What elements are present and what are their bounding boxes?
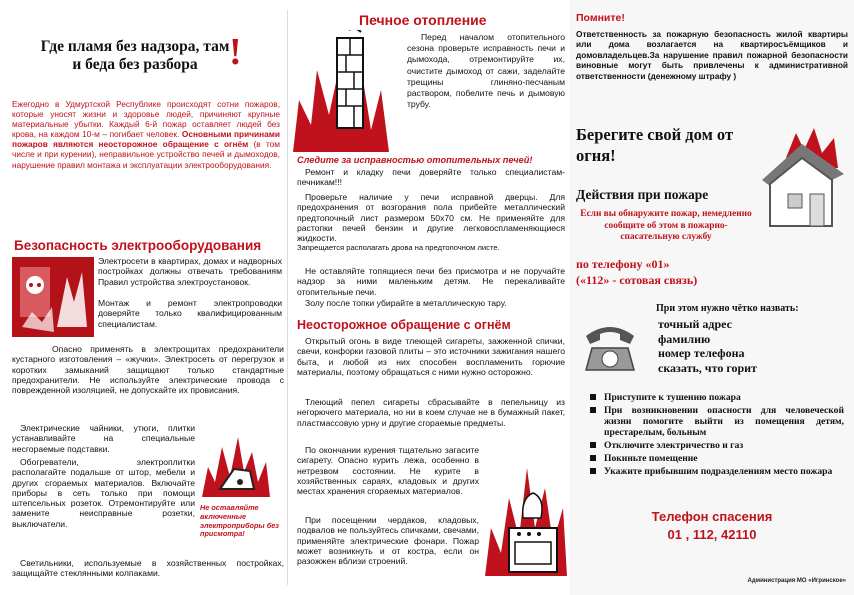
careless-heading: Неосторожное обращение с огнём [297, 318, 511, 332]
iron-fire-icon [200, 427, 272, 501]
column-stove-and-fire [287, 0, 570, 595]
stove-chimney-fire-icon [289, 30, 407, 156]
rescue-label: Телефон спасения [651, 509, 773, 524]
stove-p3: Проверьте наличие у печи исправной дверцы. Для предохранения от возгорания пола прибейте металлический предтопочный лист размером 50х70 см. Не применяйте для растопки печей бензин и другие легковоспламеняющиеся жидкости. [297, 192, 565, 244]
electric-p5: Обогреватели, электроплитки располагайте подальше от штор, мебели и других сгораемых материалов. Включайте приборы в сеть только при помощи штепсельных розеток. Отремонтируйте или замените неисправные розетки, выключатели. [12, 457, 195, 529]
careless-p2: Тлеющий пепел сигареты сбрасывайте в пепельницу из негорючего материала, но ни в коем случае не в бумажный пакет, пластмассовую урну и другие сгораемые предметы. [297, 397, 565, 428]
electric-p2: Монтаж и ремонт электропроводки доверяйте только квалифицированным специалистам. [98, 298, 282, 329]
steps-list [588, 392, 844, 479]
main-title: Где пламя без надзора, там и беда без разбора [40, 38, 230, 73]
step-help-evacuate: При возникновении опасности для человеческой жизни помогите выйти из помещения детям, престарелым, больным [588, 405, 844, 438]
electric-p6: Светильники, используемые в хозяйственных постройках, защищайте стеклянными колпаками. [12, 558, 284, 579]
electric-p1: Электросети в квартирах, домах и надворных постройках должны отвечать требованиям Правил устройства электроустановок. [98, 256, 282, 287]
footer-credit: Администрация МО «Игринское» [747, 578, 846, 584]
call-item-phone: номер телефона [658, 346, 745, 360]
stove-p5: Золу после топки убирайте в металлическую тару. [305, 298, 507, 308]
telephone-icon [580, 318, 640, 374]
actions-text: Если вы обнаружите пожар, немедленно сообщите об этом в пожарно-спасательную службу [580, 209, 752, 242]
call-item-what: сказать, что горит [658, 360, 757, 375]
intro-paragraph: Ежегодно в Удмуртской Республике происходят сотни пожаров, которые уносят жизни и здоровье людей, причиняют крупные материальные убытки. Каждый 6-й пожар оставляет людей без крова, на каждом 10-м – погибает человек. Основными причинами пожаров являются неосторожное обращение с огнём (в том числе и при курении), неправильное устройство печей и дымоходов, нарушение правил монтажа и эксплуатации электрооборудования. [12, 99, 280, 170]
socket-fire-icon [12, 257, 94, 337]
stove-subheading: Следите за исправностью отопительных печей! [297, 155, 533, 165]
phone-line-1: по телефону «01» [576, 257, 670, 271]
step-leave: Покиньте помещение [588, 453, 844, 464]
actions-heading: Действия при пожаре [576, 187, 709, 202]
remember-text: Ответственность за пожарную безопасность жилой квартиры или дома возлагается на квартиросъёмщиков и домовладельцев.За нарушение правил пожарной безопасности виновные могут быть привлечены к административной ответственности (денежному штрафу ) [576, 29, 848, 81]
column-actions [570, 0, 854, 595]
rescue-numbers: 01 , 112, 42110 [667, 527, 757, 542]
electric-p3: Опасно применять в электрощитах предохранители кустарного изготовления – «жучки». Электросеть от перегрузок и коротких замыканий защищают только стандартные предохранители. Не используйте электрические провода с поврежденной изоляцией, не допускайте их провисания. [12, 344, 284, 396]
careless-p3: По окончании курения тщательно загасите сигарету. Опасно курить лежа, особенно в нетрезвом состоянии. Не курите в хозяйственных сараях, кладовых и других местах хранения сгораемых материалов. [297, 445, 479, 497]
protect-title: Берегите свой дом от огня! [576, 125, 734, 165]
stove-heading: Печное отопление [359, 12, 487, 28]
phone-line-2: («112» - сотовая связь) [576, 273, 698, 287]
electric-heading: Безопасность электрооборудования [14, 238, 262, 253]
careless-p1: Открытый огонь в виде тлеющей сигареты, зажженной спички, свечи, конфорки газовой плиты – это источники зажигания нашего быта, и любой из них способен воспламенить горючие материалы, поэтому обращаться с ними нужно осторожно. [297, 336, 565, 377]
warn-caption: Не оставляйте включенные электроприборы без присмотра! [200, 503, 279, 539]
step-show-place: Укажите прибывшим подразделениям место пожара [588, 466, 844, 477]
careless-p4: При посещении чердаков, кладовых, подвалов не пользуйтесь спичками, свечами, применяйте электрические фонари. Пожар может возникнуть и от костра, если он разожжен вблизи строений. [297, 515, 479, 567]
call-item-surname: фамилию [658, 331, 711, 346]
exclamation-mark: ! [229, 31, 242, 73]
stove-p3-small: Запрещается располагать дрова на предтопочном листе. [297, 243, 500, 252]
column-fire-causes [0, 0, 287, 595]
call-intro: При этом нужно чётко назвать: [656, 303, 799, 314]
step-power-off: Отключите электричество и газ [588, 440, 844, 451]
remember-heading: Помните! [576, 12, 625, 24]
stove-p1: Перед началом отопительного сезона проверьте исправность печи и дымохода, отремонтируйте их, очистите дымоход от сажи, заделайте трещины глиняно-песчаным раствором, побелите печь и дымовую трубу. [407, 32, 565, 110]
call-items-list [658, 317, 848, 375]
burning-house-icon [756, 128, 848, 230]
stove-p4: Не оставляйте топящиеся печи без присмотра и не поручайте надзор за ними маленьким детям. Не перекаливайте отопительные печи. [297, 266, 565, 297]
call-item-address: точный адрес [658, 317, 732, 331]
gas-stove-fire-icon [483, 458, 569, 578]
step-extinguish: Приступите к тушению пожара [588, 392, 844, 403]
intro-bold: Основными причинами пожаров являются неосторожное обращение с огнём [12, 129, 280, 150]
electric-p4: Электрические чайники, утюги, плитки устанавливайте на специальные несгораемые подставки. [12, 423, 195, 454]
stove-p2: Ремонт и кладку печи доверяйте только специалистам-печникам!!! [297, 167, 565, 188]
